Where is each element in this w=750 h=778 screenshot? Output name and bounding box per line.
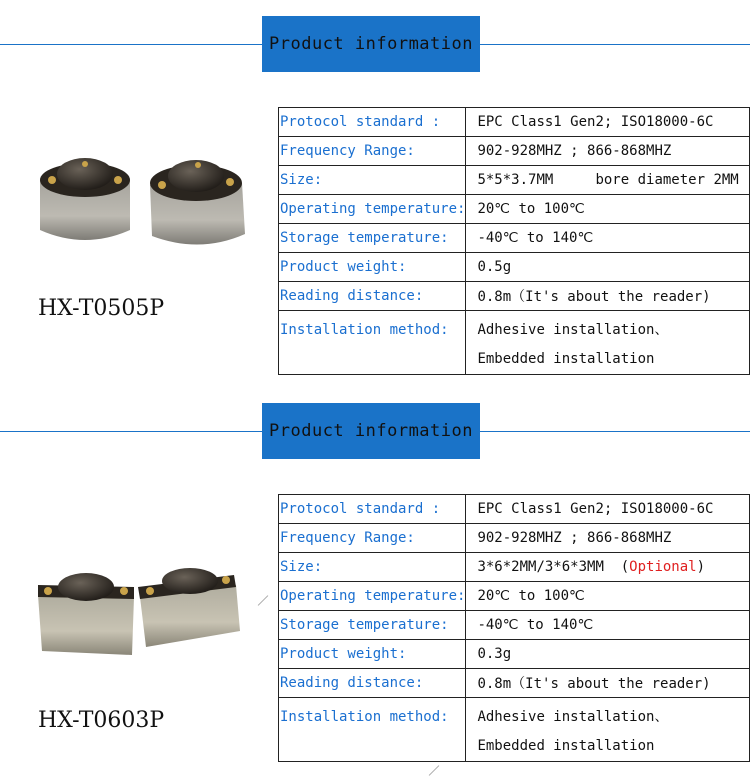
section-1-banner-title: Product information xyxy=(269,34,473,54)
section-2-banner-title: Product information xyxy=(269,421,473,441)
spec-value xyxy=(466,698,750,762)
table-row xyxy=(279,582,750,611)
tag-left xyxy=(40,158,130,240)
spec-value: 902-928MHZ ; 866-868MHZ xyxy=(466,524,750,553)
spec-label: Product weight: xyxy=(279,640,466,669)
section-1-banner xyxy=(262,16,480,72)
product-image-hx-t0603p xyxy=(30,565,255,665)
table-row xyxy=(279,224,750,253)
table-row xyxy=(279,166,750,195)
spec-label: Protocol standard : xyxy=(279,108,466,137)
decorative-mark xyxy=(429,765,440,776)
table-row xyxy=(279,524,750,553)
table-row xyxy=(279,640,750,669)
section-2-banner xyxy=(262,403,480,459)
spec-label: Frequency Range: xyxy=(279,524,466,553)
optional-note: Optional xyxy=(629,559,697,575)
spec-value: 20℃ to 100℃ xyxy=(466,582,750,611)
table-row xyxy=(279,698,750,762)
tag-right xyxy=(150,160,245,245)
table-row xyxy=(279,611,750,640)
spec-value xyxy=(466,311,750,375)
spec-value: EPC Class1 Gen2; ISO18000-6C xyxy=(466,495,750,524)
spec-label: Operating temperature: xyxy=(279,582,466,611)
spec-label: Storage temperature: xyxy=(279,611,466,640)
decorative-mark xyxy=(258,595,269,606)
spec-value xyxy=(466,553,750,582)
spec-label: Operating temperature: xyxy=(279,195,466,224)
spec-value-line-2: Embedded installation xyxy=(477,351,655,367)
spec-label: Storage temperature: xyxy=(279,224,466,253)
spec-value: 20℃ to 100℃ xyxy=(466,195,750,224)
spec-table-1 xyxy=(278,107,750,375)
spec-value: 902-928MHZ ; 866-868MHZ xyxy=(466,137,750,166)
table-row xyxy=(279,669,750,698)
table-row xyxy=(279,108,750,137)
table-row xyxy=(279,253,750,282)
spec-value: 0.8m（It's about the reader) xyxy=(466,669,750,698)
tag-left-rect xyxy=(38,573,134,655)
size-suffix: ) xyxy=(696,559,706,575)
tag-right-rect xyxy=(138,568,240,647)
spec-label: Installation method: xyxy=(279,698,466,762)
table-row xyxy=(279,137,750,166)
model-name-hx-t0603p: HX-T0603P xyxy=(38,708,165,733)
spec-table-2 xyxy=(278,494,750,762)
model-name-hx-t0505p: HX-T0505P xyxy=(38,296,165,321)
spec-label: Installation method: xyxy=(279,311,466,375)
spec-value: -40℃ to 140℃ xyxy=(466,611,750,640)
product-image-hx-t0505p xyxy=(30,150,260,260)
spec-value: EPC Class1 Gen2; ISO18000-6C xyxy=(466,108,750,137)
spec-label: Frequency Range: xyxy=(279,137,466,166)
spec-label: Protocol standard : xyxy=(279,495,466,524)
spec-label: Size: xyxy=(279,166,466,195)
table-row xyxy=(279,195,750,224)
table-row xyxy=(279,282,750,311)
size-value: 3*6*2MM/3*6*3MM ( xyxy=(477,559,630,575)
table-row xyxy=(279,311,750,375)
table-row xyxy=(279,495,750,524)
spec-label: Reading distance: xyxy=(279,282,466,311)
spec-value-line-1: Adhesive installation、 xyxy=(477,322,669,338)
spec-label: Reading distance: xyxy=(279,669,466,698)
spec-label: Size: xyxy=(279,553,466,582)
spec-value: -40℃ to 140℃ xyxy=(466,224,750,253)
spec-value: 0.5g xyxy=(466,253,750,282)
table-row xyxy=(279,553,750,582)
spec-label: Product weight: xyxy=(279,253,466,282)
spec-value-line-1: Adhesive installation、 xyxy=(477,709,669,725)
spec-value-line-2: Embedded installation xyxy=(477,738,655,754)
spec-value: 0.8m（It's about the reader) xyxy=(466,282,750,311)
spec-value: 5*5*3.7MM bore diameter 2MM xyxy=(466,166,750,195)
spec-value: 0.3g xyxy=(466,640,750,669)
